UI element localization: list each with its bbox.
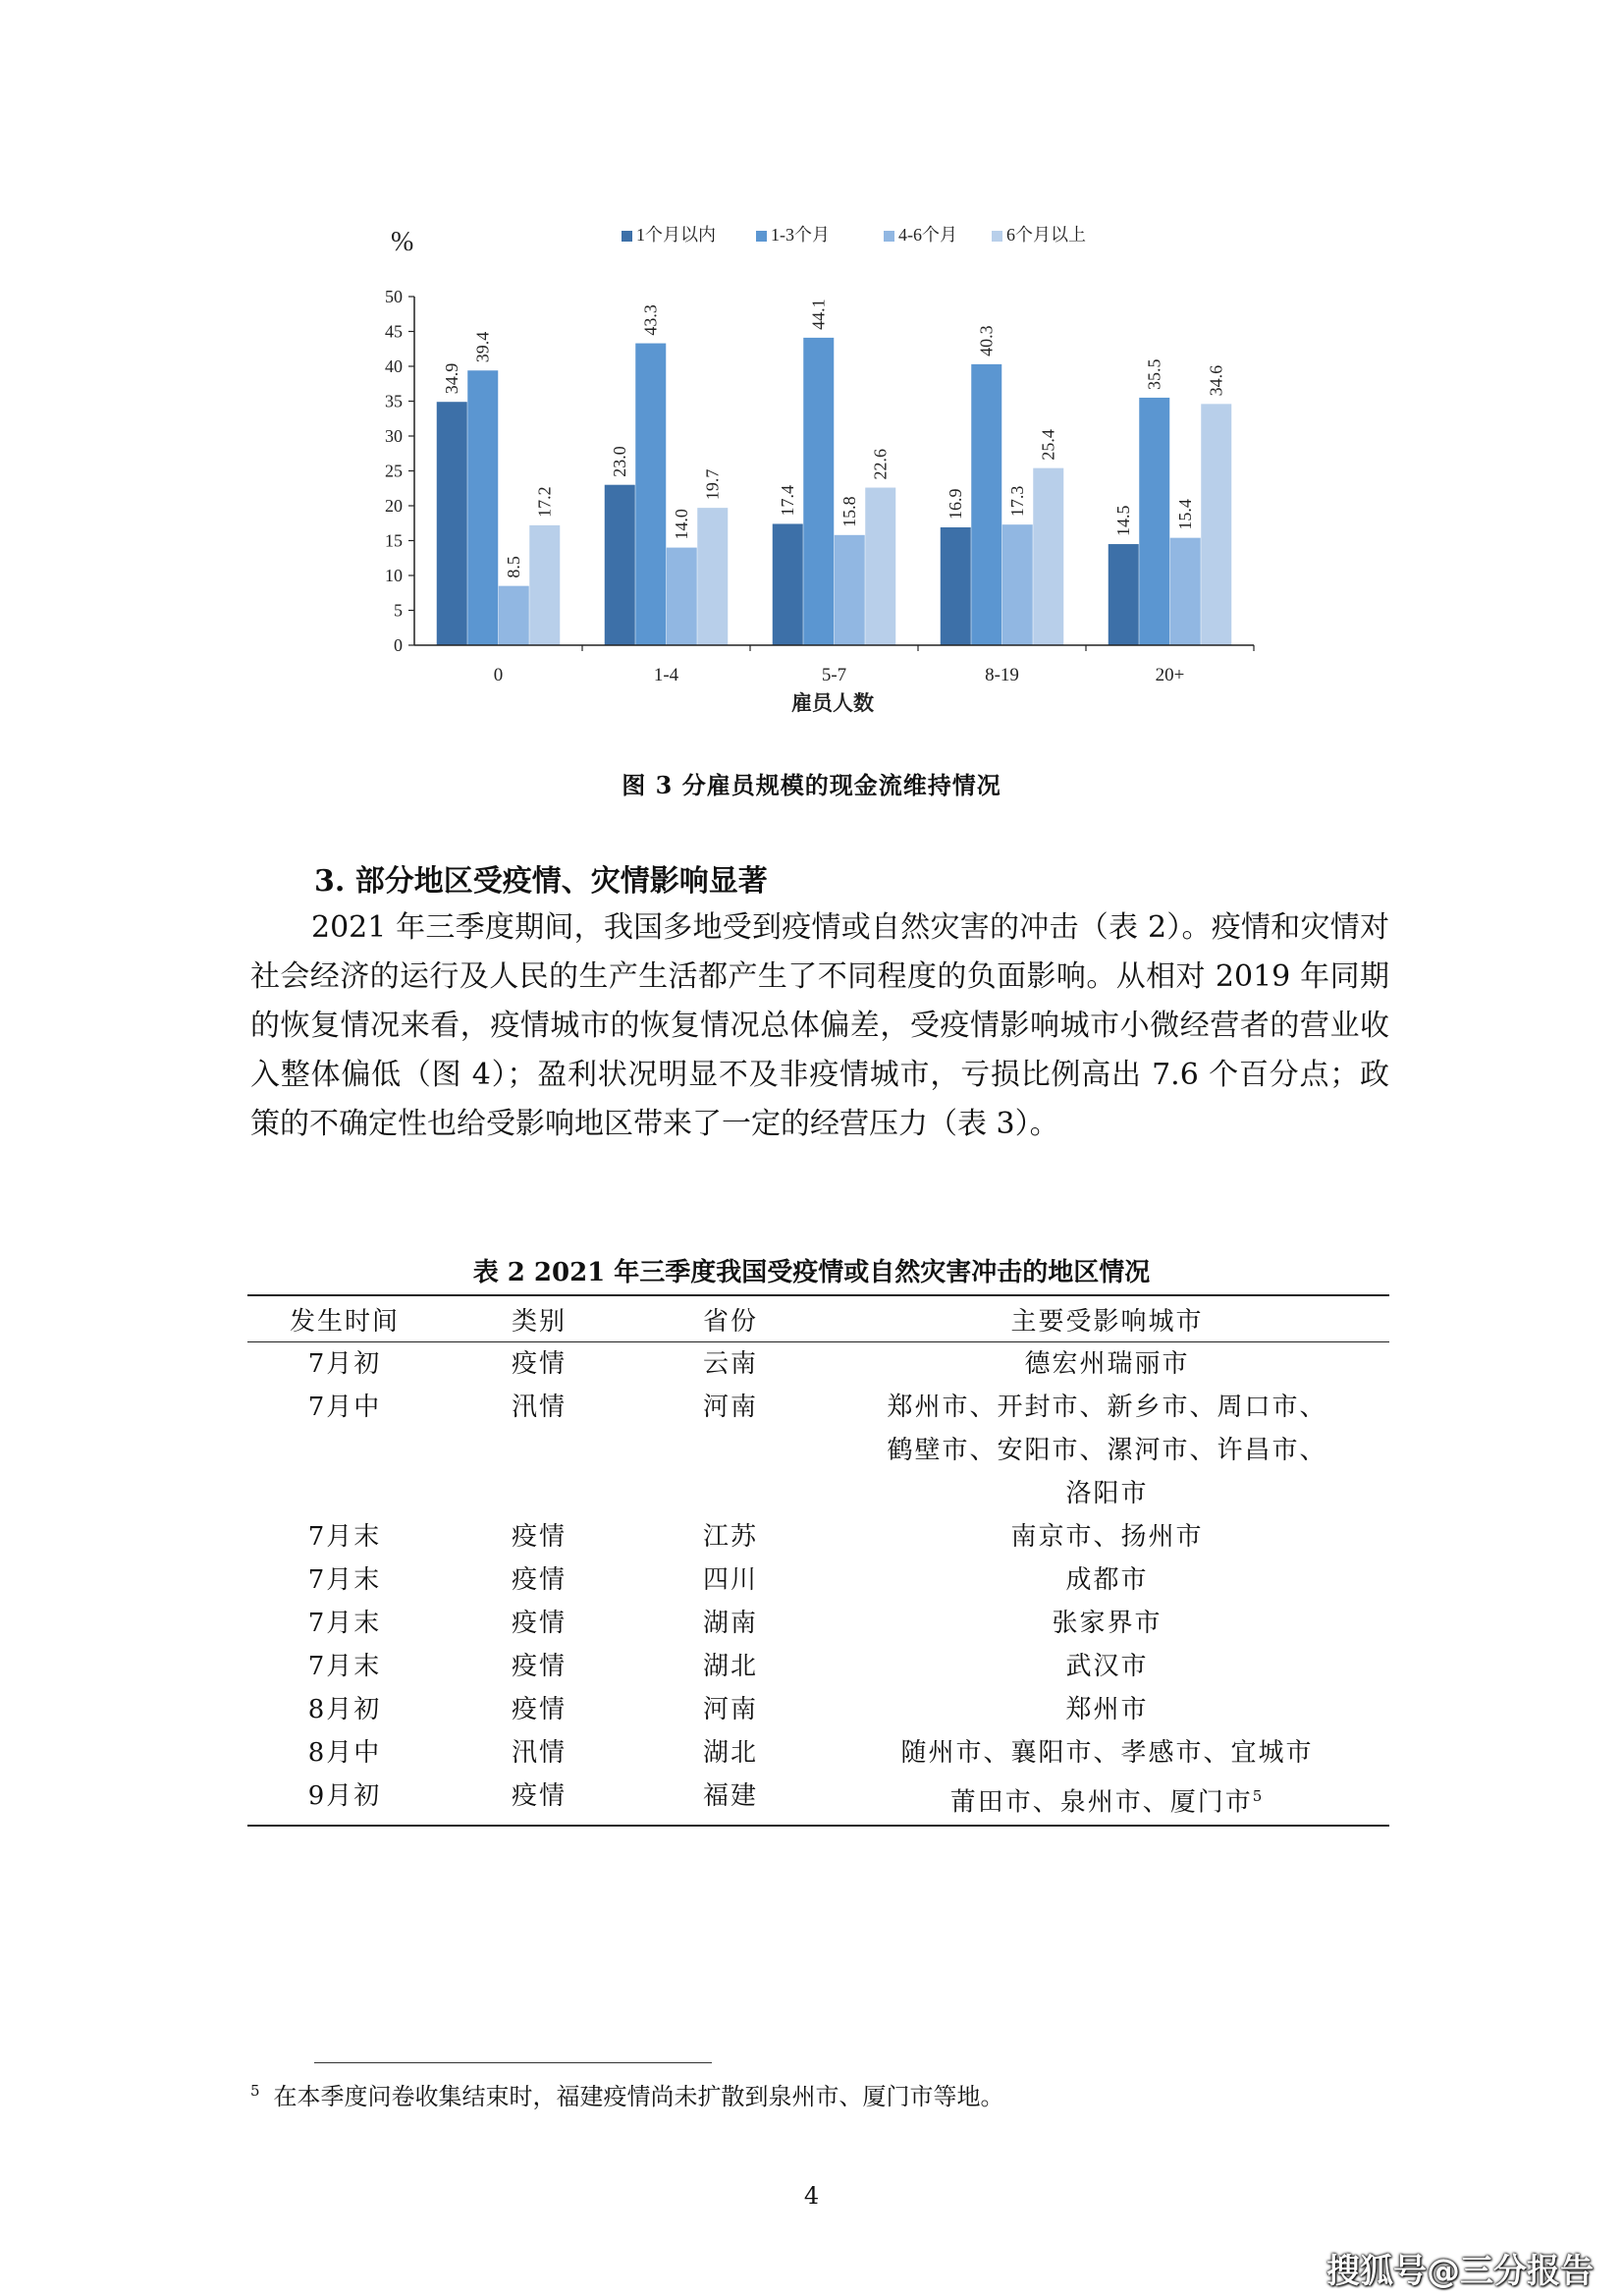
- cell-cities: [825, 1386, 1389, 1515]
- cities-text: 德宏州瑞丽市: [1024, 1349, 1190, 1379]
- cell-province: 江苏: [702, 1522, 758, 1552]
- data-label: 22.6: [870, 449, 891, 480]
- data-label: 34.9: [442, 362, 462, 395]
- figure-caption: 图 3 分雇员规模的现金流维持情况: [622, 771, 1001, 799]
- bar: [437, 402, 467, 645]
- footnote-divider: [314, 2062, 712, 2063]
- cell-time: 7月初: [307, 1349, 382, 1379]
- legend-swatch: [622, 231, 632, 242]
- cities-text: 武汉市: [1065, 1652, 1149, 1681]
- chart-legend: [622, 225, 1086, 245]
- bar: [529, 525, 560, 645]
- header-time: 发生时间: [289, 1306, 400, 1337]
- cell-province: 福建: [702, 1781, 758, 1811]
- data-label: 35.5: [1144, 358, 1164, 390]
- bar: [773, 523, 803, 645]
- cell-type: 疫情: [511, 1695, 567, 1724]
- watermark: 搜狐号@三分报告: [1326, 2252, 1594, 2291]
- y-tick-label: 35: [385, 391, 403, 411]
- legend-swatch: [884, 231, 894, 242]
- legend-label: 4-6个月: [898, 225, 957, 245]
- cities-text: 郑州市: [1065, 1695, 1149, 1724]
- bar: [1002, 524, 1033, 645]
- cell-type: 疫情: [511, 1781, 567, 1811]
- page-number: 4: [803, 2182, 820, 2210]
- header-cities: 主要受影响城市: [1010, 1306, 1204, 1337]
- cell-time: 7月末: [307, 1609, 382, 1638]
- legend-swatch: [756, 231, 767, 242]
- cell-cities: [825, 1688, 1389, 1731]
- bar: [697, 508, 728, 645]
- cell-time: 9月初: [307, 1781, 382, 1811]
- cell-province: 云南: [702, 1349, 758, 1379]
- cell-type: 汛情: [511, 1738, 567, 1768]
- cell-cities: [825, 1515, 1389, 1558]
- header-type: 类别: [511, 1306, 567, 1337]
- body-paragraph: 2021 年三季度期间，我国多地受到疫情或自然灾害的冲击（表 2）。疫情和灾情对社会经济的运行及人民的生产生活都产生了不同程度的负面影响。从相对 2019 年同期的恢复情况来看，疫情城市的恢复情况总体偏差，受疫情影响城市小微经营者的营业收入整体偏低（图 4）；盈利状况明显不及非疫情城市，亏损比例高出 7.6 个百分点；政策的不确定性也给受影响地区带来了一定的经营压力（表 3）。: [250, 910, 1389, 1141]
- data-label: 15.8: [839, 496, 860, 527]
- y-tick-label: 0: [394, 635, 403, 655]
- legend-label: 1-3个月: [771, 225, 830, 245]
- y-tick-label: 5: [394, 600, 403, 621]
- footnote: [250, 2077, 1004, 2111]
- bar: [971, 364, 1001, 645]
- section-heading: 3. 部分地区受疫情、灾情影响显著: [314, 864, 768, 899]
- bar-series-group: [437, 299, 1232, 645]
- data-label: 43.3: [640, 304, 661, 336]
- data-label: 14.0: [672, 509, 692, 540]
- bar: [635, 344, 666, 645]
- cities-text: 随州市、襄阳市、孝感市、宜城市: [900, 1738, 1314, 1768]
- footnote-reference: 5: [1252, 1787, 1265, 1805]
- cell-type: 疫情: [511, 1522, 567, 1552]
- cell-province: 四川: [702, 1565, 758, 1595]
- cell-cities: [825, 1775, 1389, 1826]
- bar: [499, 586, 529, 645]
- y-tick-label: 20: [385, 496, 403, 516]
- bar: [803, 338, 834, 645]
- cell-province: 湖北: [702, 1652, 758, 1681]
- legend-swatch: [992, 231, 1002, 242]
- cell-type: 疫情: [511, 1652, 567, 1681]
- cell-time: 8月中: [307, 1738, 382, 1768]
- data-label: 16.9: [946, 488, 966, 520]
- cell-cities: [825, 1731, 1389, 1775]
- cell-time: 7月末: [307, 1652, 382, 1681]
- table-row: [247, 1558, 1389, 1602]
- x-tick-label: 20+: [1155, 665, 1185, 685]
- bar: [467, 370, 498, 645]
- cell-time: 8月初: [307, 1695, 382, 1724]
- table-row: [247, 1342, 1389, 1387]
- bar: [1201, 404, 1231, 645]
- table-row: [247, 1515, 1389, 1558]
- legend-label: 6个月以上: [1006, 225, 1086, 245]
- data-label: 8.5: [504, 556, 524, 578]
- cell-province: 湖南: [702, 1609, 758, 1638]
- cities-text: 张家界市: [1052, 1609, 1163, 1638]
- cell-province: 河南: [702, 1695, 758, 1724]
- x-tick-label: 5-7: [821, 665, 847, 685]
- bar: [1170, 538, 1201, 645]
- table-row: [247, 1602, 1389, 1645]
- header-province: 省份: [702, 1306, 758, 1337]
- cell-type: 疫情: [511, 1609, 567, 1638]
- cell-province: 河南: [702, 1393, 758, 1422]
- cell-time: 7月末: [307, 1565, 382, 1595]
- data-label: 15.4: [1175, 499, 1196, 530]
- y-tick-label: 25: [385, 461, 403, 481]
- y-tick-label: 15: [385, 530, 403, 551]
- x-tick-label: 1-4: [653, 665, 679, 685]
- bar-chart: [373, 211, 1276, 722]
- table-header-row: [247, 1295, 1389, 1342]
- cell-province: 湖北: [702, 1738, 758, 1768]
- bar: [605, 485, 635, 645]
- bar: [1139, 398, 1169, 645]
- table-title: 表 2 2021 年三季度我国受疫情或自然灾害冲击的地区情况: [472, 1258, 1151, 1287]
- cell-type: 疫情: [511, 1565, 567, 1595]
- data-label: 23.0: [610, 446, 630, 477]
- cities-text: 南京市、扬州市: [1010, 1522, 1204, 1552]
- x-axis-title: 雇员人数: [791, 691, 874, 715]
- data-label: 17.3: [1007, 485, 1028, 518]
- table-row: [247, 1775, 1389, 1826]
- data-label: 17.2: [534, 486, 555, 518]
- cell-type: 汛情: [511, 1393, 567, 1422]
- cell-time: 7月末: [307, 1522, 382, 1552]
- footnote-mark: 5: [250, 2082, 260, 2100]
- x-tick-label: 8-19: [985, 665, 1019, 685]
- bar: [1109, 544, 1139, 645]
- x-tick-label: 0: [493, 665, 504, 685]
- cell-cities: [825, 1342, 1389, 1387]
- y-tick-label: 30: [385, 426, 403, 446]
- cell-cities: [825, 1602, 1389, 1645]
- cell-cities: [825, 1645, 1389, 1688]
- bar: [667, 548, 697, 645]
- bar: [865, 488, 895, 645]
- data-label: 19.7: [702, 468, 723, 501]
- table-row: [247, 1386, 1389, 1515]
- bar: [1033, 468, 1063, 645]
- cell-type: 疫情: [511, 1349, 567, 1379]
- table-row: [247, 1645, 1389, 1688]
- data-label: 25.4: [1038, 429, 1058, 461]
- cities-text: 郑州市、开封市、新乡市、周口市、鹤壁市、安阳市、漯河市、许昌市、洛阳市: [887, 1393, 1327, 1508]
- footnote-text: 在本季度问卷收集结束时，福建疫情尚未扩散到泉州市、厦门市等地。: [273, 2083, 1004, 2110]
- legend-label: 1个月以内: [636, 225, 716, 245]
- y-tick-label: 40: [385, 356, 403, 376]
- table-row: [247, 1688, 1389, 1731]
- x-axis: [414, 645, 1254, 685]
- cell-cities: [825, 1558, 1389, 1602]
- data-label: 17.4: [778, 484, 798, 517]
- y-axis: [385, 287, 414, 655]
- y-tick-label: 50: [385, 287, 403, 306]
- y-tick-label: 45: [385, 321, 403, 342]
- y-axis-unit-label: %: [391, 227, 414, 257]
- cities-text: 莆田市、泉州市、厦门市: [949, 1787, 1253, 1818]
- data-label: 14.5: [1113, 505, 1134, 537]
- region-impact-table: [247, 1294, 1389, 1827]
- bar: [941, 527, 971, 645]
- y-tick-label: 10: [385, 566, 403, 585]
- cell-time: 7月中: [307, 1393, 382, 1422]
- data-label: 39.4: [472, 331, 493, 363]
- data-label: 44.1: [808, 299, 829, 330]
- bar: [835, 535, 865, 645]
- table-row: [247, 1731, 1389, 1775]
- data-label: 34.6: [1206, 364, 1226, 397]
- data-label: 40.3: [976, 325, 997, 356]
- cities-text: 成都市: [1065, 1565, 1149, 1595]
